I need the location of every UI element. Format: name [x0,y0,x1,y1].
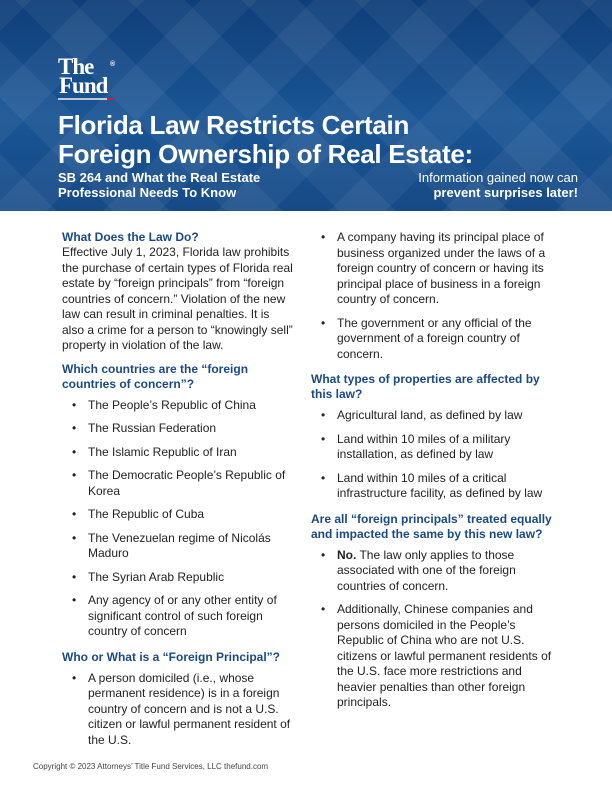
section-heading-property-types: What types of properties are affected by this law? [311,372,540,401]
list-item: • The Republic of Cuba [62,507,294,523]
list-item: • A person domiciled (i.e., whose permanent residence) is in a foreign country of concern and is not a U.S. citizen or lawful permanent resident of the U.S. [62,671,294,749]
logo-underline [58,98,113,100]
section-heading-equal-treatment: Are all “foreign principals” treated equally and impacted the same by this new law? [311,511,552,541]
list-item: • The Russian Federation [62,421,294,437]
subtitle [58,170,260,200]
logo-line-1: The [58,54,94,79]
page-title [58,111,473,169]
equal-treatment-list [311,548,557,711]
tagline-line-1: Information gained now can [418,170,578,185]
list-item: • Additionally, Chinese companies and persons domiciled in the People’s Republic of China who are not U.S. citizens or lawful permanent residents of the U.S. face more restrictions and heavier penalties than other foreign principals. [311,602,557,711]
section-heading-countries: Which countries are the “foreign countries of concern”? [62,361,249,391]
tagline [418,170,578,200]
section-heading-what-law-does: What Does the Law Do? [62,230,199,244]
list-item: • Land within 10 miles of a military installation, as defined by law [311,432,557,463]
right-column [311,230,557,721]
list-item: • The Syrian Arab Republic [62,570,294,586]
title-line-2: Foreign Ownership of Real Estate: [58,139,473,169]
left-column [62,230,294,758]
section-heading-foreign-principal: Who or What is a “Foreign Principal”? [62,649,281,664]
emphasis-no: No. [337,547,357,562]
list-item: • Agricultural land, as defined by law [311,408,557,424]
list-item: • The government or any official of the government of a foreign country of concern. [311,316,557,363]
list-item: • Any agency of or any other entity of significant control of such foreign country of concern [62,593,294,640]
list-item: • The People’s Republic of China [62,398,294,414]
foreign-principal-list [62,671,294,749]
property-types-list [311,408,557,502]
countries-list [62,398,294,640]
header-banner [0,0,612,211]
list-item: • Land within 10 miles of a critical infrastructure facility, as defined by law [311,471,557,502]
copyright-footer: Copyright © 2023 Attorneys’ Title Fund Services, LLC thefund.com [33,762,269,771]
logo-registered-mark: ® [110,61,116,68]
subtitle-line-2: Professional Needs To Know [58,185,237,200]
tagline-line-2: prevent surprises later! [433,185,578,200]
title-line-1: Florida Law Restricts Certain [58,110,410,140]
the-fund-logo [58,54,128,98]
foreign-principal-list-continued [311,230,557,362]
section-body-what-law-does: Effective July 1, 2023, Florida law prohibits the purchase of certain types of Florida real estate by “foreign principals” from “foreign countries of concern.” Violation of the new law can result in criminal penalties. It is also a crime for a person to “knowingly sell” property in violation of the law. [62,245,293,352]
list-item [311,548,557,595]
list-item: • The Democratic People’s Republic of Korea [62,468,294,499]
list-item: • A company having its principal place of business organized under the laws of a foreign country of concern or having its principal place of business in a foreign country of concern. [311,230,557,308]
subtitle-line-1: SB 264 and What the Real Estate [58,170,261,185]
list-item: • The Venezuelan regime of Nicolás Maduro [62,531,294,562]
logo-line-2: Fund [59,73,108,98]
list-item-text: The law only applies to those associated with one of the foreign countries of concern. [337,547,516,593]
list-item: • The Islamic Republic of Iran [62,445,294,461]
